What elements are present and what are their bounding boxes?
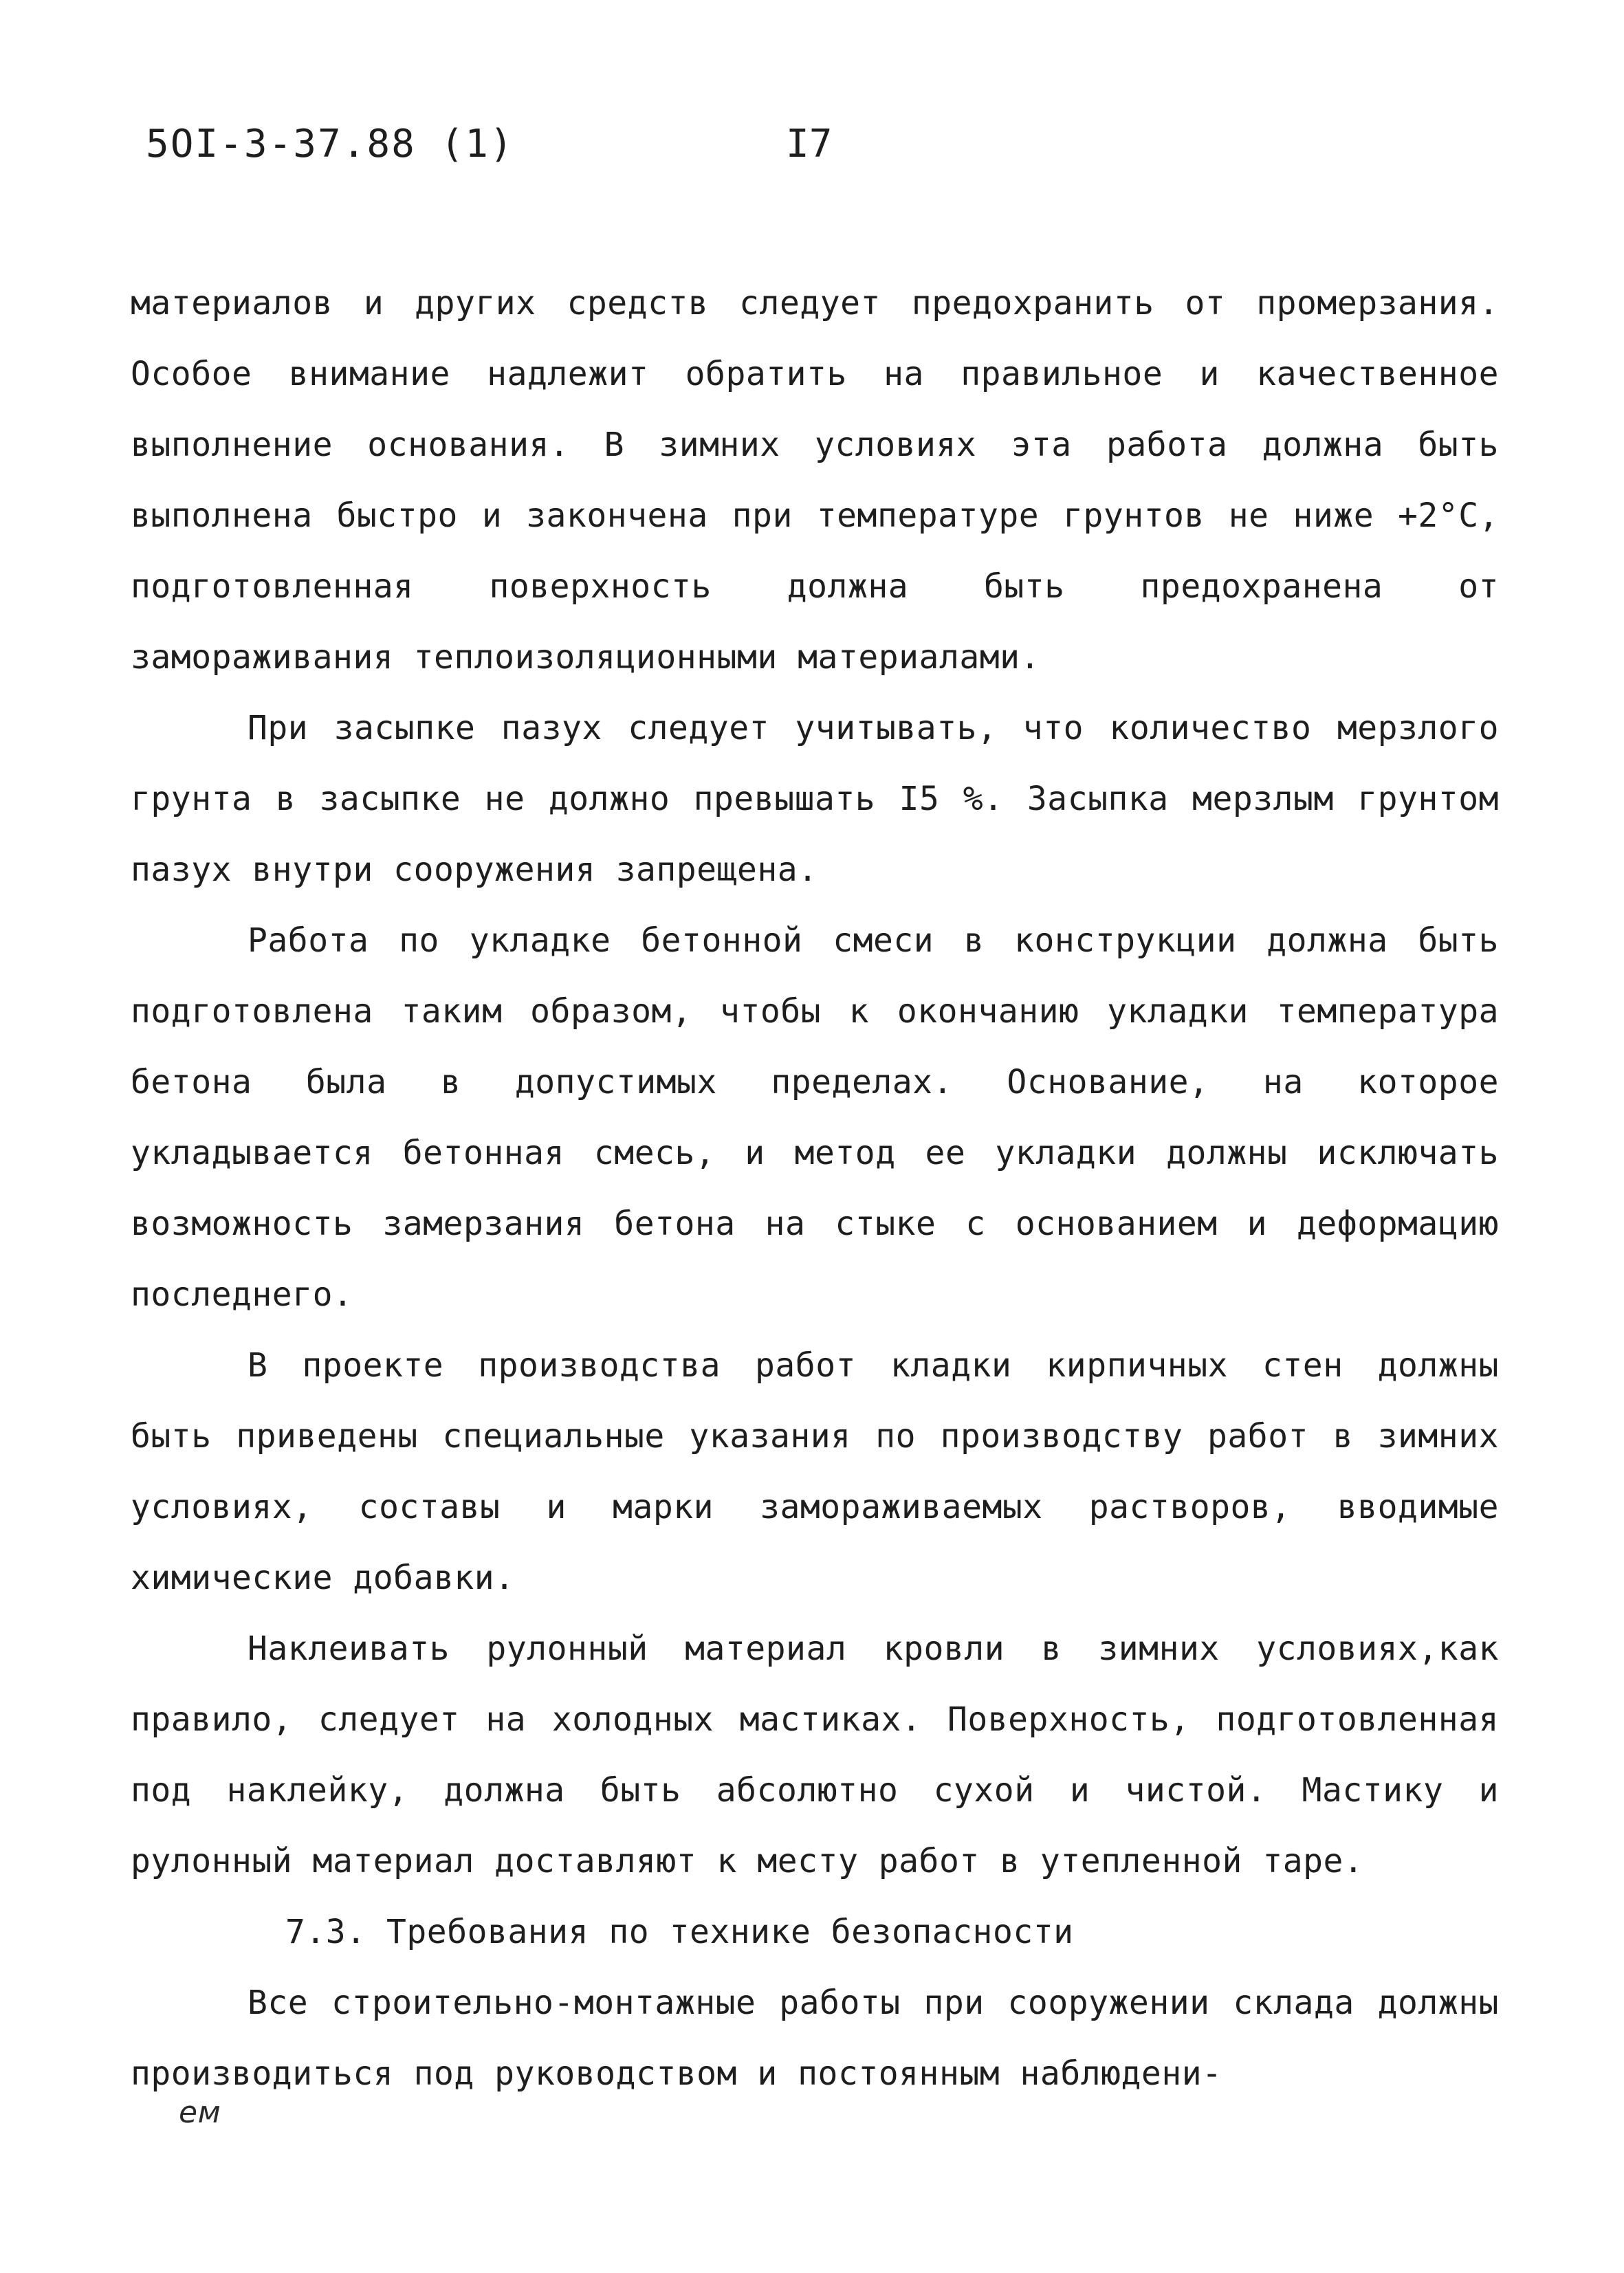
- paragraph-concrete-placement: Работа по укладке бетонной смеси в конструкции должна быть подготовлена таким образом, чтобы к окончанию укладки температура бетона была в допустимых пределах. Основание, на которое укладывается бетонная смесь, и метод ее укладки должны исключать возможность замерзания бетона на стыке с основанием и деформацию последнего.: [131, 921, 1499, 1314]
- document-code: 5ОI-3-37.88 (1): [146, 122, 514, 166]
- section-heading: 7.3. Требования по технике безопасности: [285, 1913, 1074, 1951]
- document-body: [131, 268, 1499, 2130]
- paragraph-safety: Все строительно-монтажные работы при сооружении склада должны производиться под руководством и постоянным наблюдени-: [131, 1984, 1499, 2093]
- paragraph-frost-protection: материалов и других средств следует предохранить от промерзания. Особое внимание надлежит обратить на правильное и качественное выполнение основания. В зимних условиях эта работа должна быть выполнена быстро и закончена при температуре грунтов не ниже +2°С, подготовленная поверхность должна быть предохранена от замораживания теплоизоляционными материалами.: [131, 284, 1499, 677]
- page-number: I7: [786, 122, 833, 166]
- paragraph-roofing: Наклеивать рулонный материал кровли в зимних условиях,как правило, следует на холодных мастиках. Поверхность, подготовленная под наклейку, должна быть абсолютно сухой и чистой. Мастику и рулонный материал доставляют к месту работ в утепленной таре.: [131, 1629, 1499, 1880]
- paragraph-brickwork: В проекте производства работ кладки кирпичных стен должны быть приведены специальные указания по производству работ в зимних условиях, составы и марки замораживаемых растворов, вводимые химические добавки.: [131, 1346, 1499, 1597]
- handwritten-note: ем: [179, 2095, 221, 2130]
- page-header: [0, 117, 1624, 172]
- paragraph-backfill: При засыпке пазух следует учитывать, что количество мерзлого грунта в засыпке не должно превышать I5 %. Засыпка мерзлым грунтом пазух внутри сооружения запрещена.: [131, 709, 1499, 889]
